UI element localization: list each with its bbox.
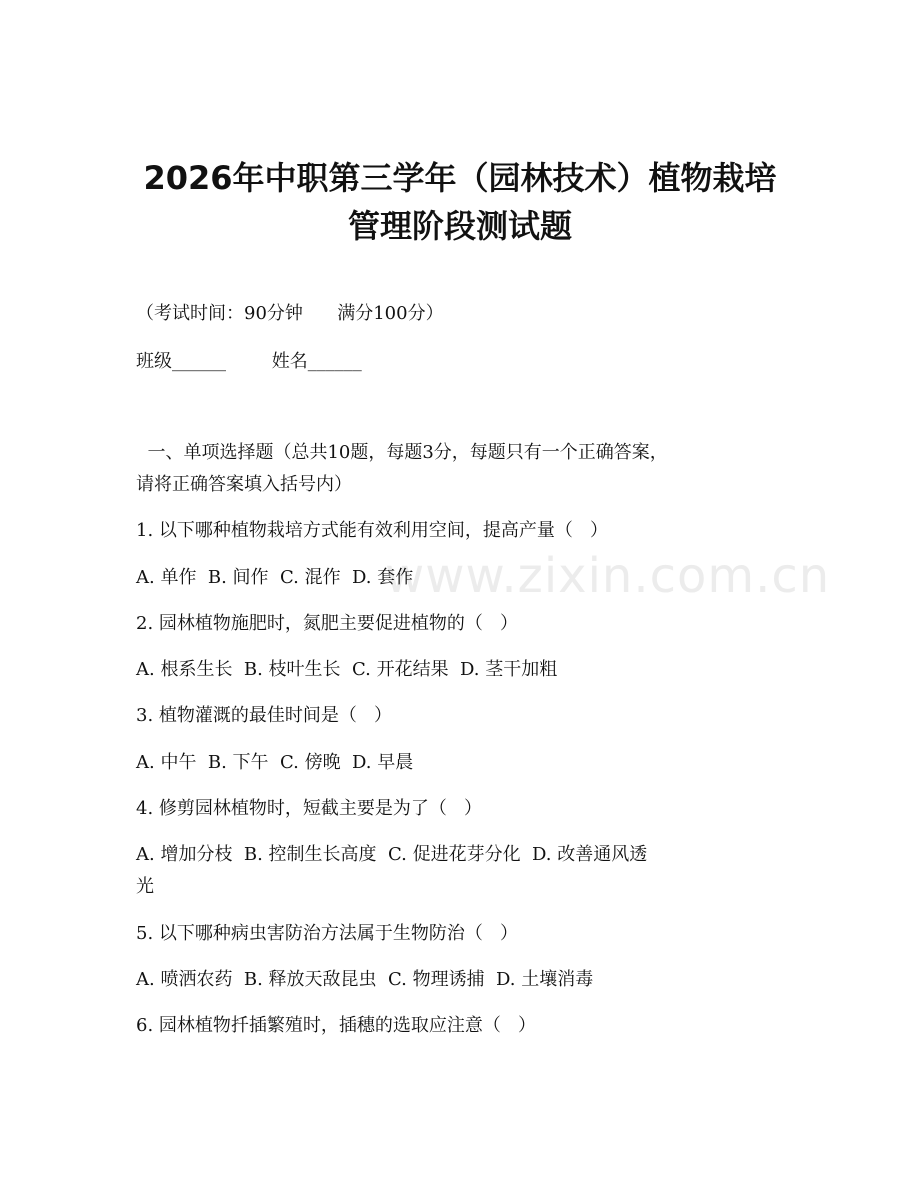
question-2: 2. 园林植物施肥时，氮肥主要促进植物的（ ） [136, 613, 519, 634]
question-4-options-line2: 光 [136, 876, 154, 897]
question-3-options: A. 中午 B. 下午 C. 傍晚 D. 早晨 [136, 752, 414, 773]
page-title-line2: 管理阶段测试题 [347, 207, 572, 245]
section-heading-line2: 请将正确答案填入括号内） [136, 474, 352, 495]
question-1-options: A. 单作 B. 间作 C. 混作 D. 套作 [136, 567, 414, 588]
question-3: 3. 植物灌溉的最佳时间是（ ） [136, 705, 393, 726]
question-6: 6. 园林植物扦插繁殖时，插穗的选取应注意（ ） [136, 1015, 537, 1036]
question-4: 4. 修剪园林植物时，短截主要是为了（ ） [136, 798, 483, 819]
exam-info: （考试时间：90分钟 满分100分） [136, 303, 444, 324]
watermark: www.zixin.com.cn [385, 548, 831, 604]
section-heading-line1: 一、单项选择题（总共10题，每题3分，每题只有一个正确答案， [136, 442, 668, 463]
student-info-line: 班级______ 姓名______ [136, 351, 362, 372]
question-4-options-line1: A. 增加分枝 B. 控制生长高度 C. 促进花芽分化 D. 改善通风透 [136, 844, 648, 865]
question-5-options: A. 喷洒农药 B. 释放天敌昆虫 C. 物理诱捕 D. 土壤消毒 [136, 969, 594, 990]
page-title-line1: 2026年中职第三学年（园林技术）植物栽培 [143, 159, 777, 197]
question-5: 5. 以下哪种病虫害防治方法属于生物防治（ ） [136, 923, 519, 944]
question-1: 1. 以下哪种植物栽培方式能有效利用空间，提高产量（ ） [136, 520, 609, 541]
question-2-options: A. 根系生长 B. 枝叶生长 C. 开花结果 D. 茎干加粗 [136, 659, 558, 680]
